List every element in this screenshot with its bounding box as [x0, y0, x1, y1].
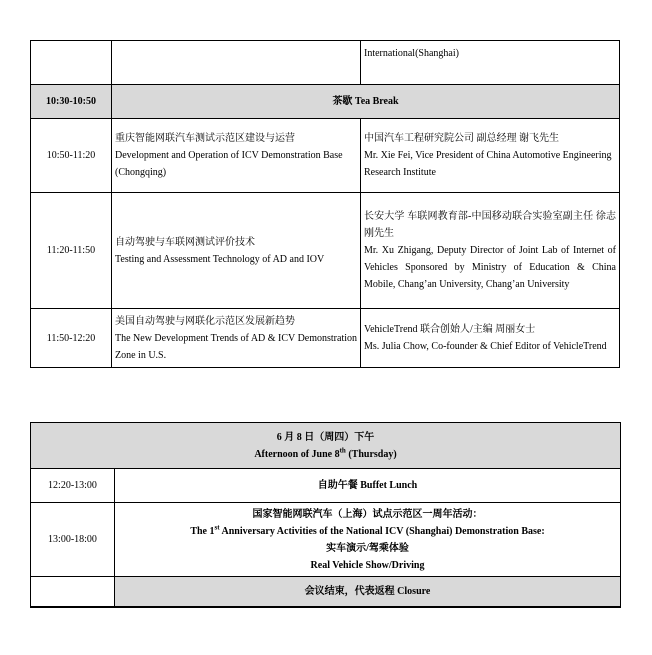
header-en-text: Afternoon of June 8 [254, 448, 340, 460]
time-cell: 11:20-11:50 [31, 193, 112, 309]
topic-en: Testing and Assessment Technology of AD and IOV [115, 253, 325, 265]
anniversary-cell [115, 503, 621, 577]
day-header-cn: 6 月 8 日（周四）下午 [276, 431, 375, 443]
show-en: Real Vehicle Show/Driving [310, 559, 425, 571]
afternoon-schedule-table [30, 422, 621, 608]
anniversary-en [118, 523, 617, 540]
time-cell: 10:50-11:20 [31, 119, 112, 193]
speaker-cell [361, 193, 620, 309]
table-row [31, 119, 620, 193]
day-header-row [31, 423, 621, 469]
table-row [31, 577, 621, 607]
topic-en: Development and Operation of ICV Demonstration Base (Chongqing) [115, 150, 343, 178]
header-en-text-post: (Thursday) [345, 448, 397, 460]
topic-cell [112, 119, 361, 193]
table-row [31, 193, 620, 309]
time-cell [31, 41, 112, 85]
show-cn: 实车演示/驾乘体验 [326, 542, 409, 554]
table-row [31, 309, 620, 368]
day-header-cell [31, 423, 621, 469]
time-cell: 12:20-13:00 [31, 469, 115, 503]
anniversary-en-text-post: Anniversary Activities of the National ICV (Shanghai) Demonstration Base: [219, 525, 545, 537]
topic-en: The New Development Trends of AD & ICV Demonstration Zone in U.S. [115, 332, 358, 361]
speaker-cell [361, 309, 620, 368]
table-row [31, 503, 621, 577]
speaker-en: Ms. Julia Chow, Co-founder & Chief Editor of VehicleTrend [364, 341, 607, 352]
time-cell: 11:50-12:20 [31, 309, 112, 368]
closure-cell: 会议结束，代表返程 Closure [115, 577, 621, 607]
tea-break-cell: 茶歇 Tea Break [112, 85, 620, 119]
day-header-en [34, 446, 617, 463]
topic-cn: 自动驾驶与车联网测试评价技术 [115, 236, 255, 248]
speaker-cn: VehicleTrend 联合创始人/主编 周丽女士 [364, 324, 536, 335]
speaker-text: International(Shanghai) [364, 48, 459, 59]
topic-cell [112, 41, 361, 85]
topic-cn: 重庆智能网联汽车测试示范区建设与运营 [115, 133, 295, 144]
anniversary-en-sup: st [214, 523, 220, 532]
speaker-en: Mr. Xie Fei, Vice President of China Automotive Engineering Research Institute [364, 150, 612, 178]
speaker-cn: 中国汽车工程研究院公司 副总经理 谢飞先生 [364, 133, 559, 144]
time-cell: 10:30-10:50 [31, 85, 112, 119]
topic-cell [112, 309, 361, 368]
speaker-cell [361, 41, 620, 85]
table-row [31, 85, 620, 119]
time-cell [31, 577, 115, 607]
lunch-cell: 自助午餐 Buffet Lunch [115, 469, 621, 503]
anniversary-cn: 国家智能网联汽车（上海）试点示范区一周年活动： [252, 508, 483, 520]
topic-cn: 美国自动驾驶与网联化示范区发展新趋势 [115, 315, 295, 327]
speaker-cn: 长安大学 车联网教育部-中国移动联合实验室副主任 徐志刚先生 [364, 211, 616, 239]
table-row [31, 469, 621, 503]
speaker-en: Mr. Xu Zhigang, Deputy Director of Joint Lab of Internet of Vehicles Sponsored by Ministry of Education & China Mobile, Chang’an University, Chang’an University [364, 245, 616, 290]
topic-cell [112, 193, 361, 309]
time-cell: 13:00-18:00 [31, 503, 115, 577]
speaker-cell [361, 119, 620, 193]
header-en-sup: th [339, 446, 346, 455]
anniversary-en-text: The 1 [190, 525, 215, 537]
table-row [31, 41, 620, 85]
morning-schedule-table [30, 40, 620, 368]
